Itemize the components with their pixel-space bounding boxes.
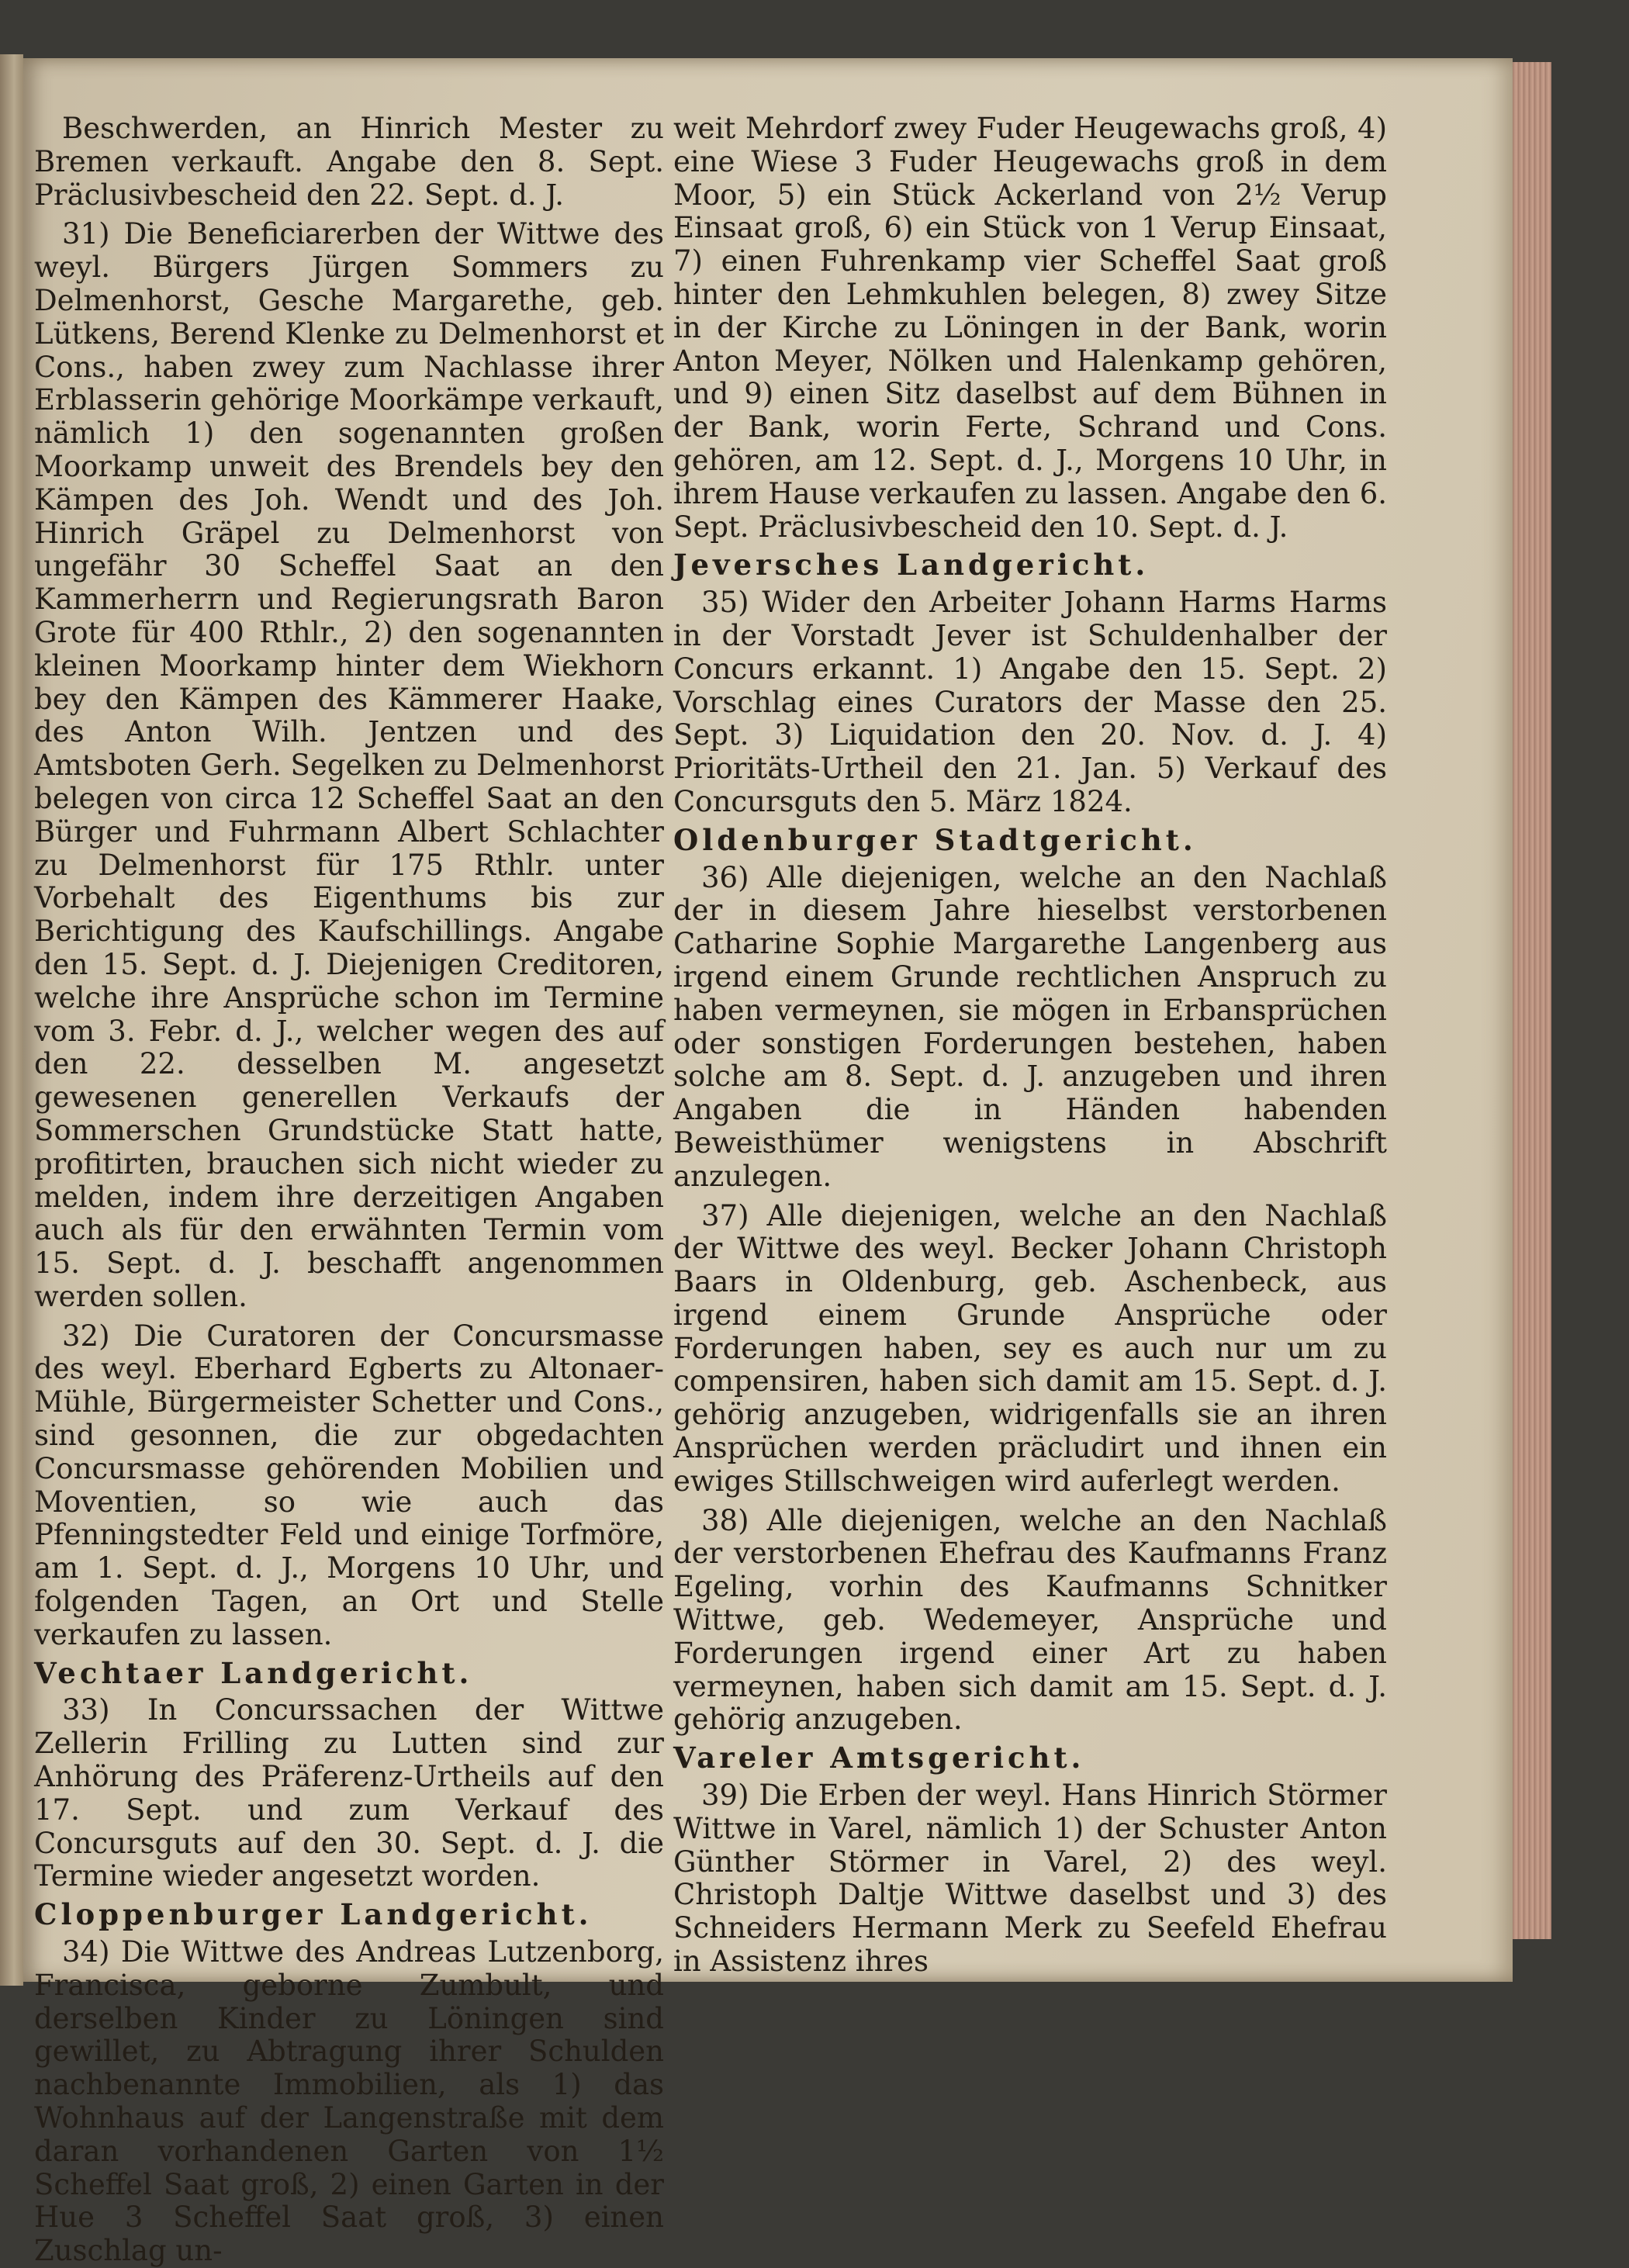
section-heading: Oldenburger Stadtgericht.: [673, 822, 1197, 857]
paragraph: weit Mehrdorf zwey Fuder Heugewachs groß, 4) eine Wiese 3 Fuder Heugewachs groß in dem Moor, 5) ein Stück Ackerland von 2½ Verup Einsaat groß, 6) ein Stück von 1 Verup Einsaat, 7) einen Fuhrenkamp vier Scheffel Saat groß hinter den Lehmkuhlen belegen, 8) zwey Sitze in der Kirche zu Löningen in der Bank, worin Anton Meyer, Nölken und Halenkamp gehören, und 9) einen Sitz daselbst auf dem Bühnen in der Bank, worin Ferte, Schrand und Cons. gehören, am 12. Sept. d. J., Morgens 10 Uhr, in ihrem Hause verkaufen zu lassen. Angabe den 6. Sept. Präclusivbescheid den 10. Sept. d. J.: [673, 112, 1387, 544]
paragraph: 33) In Concurssachen der Wittwe Zellerin Frilling zu Lutten sind zur Anhörung des Präferenz-Urtheils auf den 17. Sept. und zum Verkauf des Concursguts auf den 30. Sept. d. J. die Termine wieder angesetzt worden.: [34, 1693, 664, 1893]
section-heading: Vechtaer Landgericht.: [34, 1655, 473, 1690]
paragraph: 32) Die Curatoren der Concursmasse des weyl. Eberhard Egberts zu Altonaer-Mühle, Bürgermeister Schetter und Cons., sind gesonnen, die zur obgedachten Concursmasse gehörenden Mobilien und Moventien, so wie auch das Pfenningstedter Feld und einige Torfmöre, am 1. Sept. d. J., Morgens 10 Uhr, und folgenden Tagen, an Ort und Stelle verkaufen zu lassen.: [34, 1319, 664, 1651]
right-column: [673, 112, 1387, 1979]
paragraph: 37) Alle diejenigen, welche an den Nachlaß der Wittwe des weyl. Becker Johann Christoph Baars in Oldenburg, geb. Aschenbeck, aus irgend einem Grunde Ansprüche oder Forderungen haben, sey es auch nur um zu compensiren, haben sich damit am 15. Sept. d. J. gehörig anzugeben, widrigenfalls sie an ihren Ansprüchen werden präcludirt und ihnen ein ewiges Stillschweigen wird auferlegt werden.: [673, 1198, 1387, 1498]
paragraph: 38) Alle diejenigen, welche an den Nachlaß der verstorbenen Ehefrau des Kaufmanns Franz Egeling, vorhin des Kaufmanns Schnitker Wittwe, geb. Wedemeyer, Ansprüche und Forderungen irgend einer Art zu haben vermeynen, haben sich damit am 15. Sept. d. J. gehörig anzugeben.: [673, 1503, 1387, 1737]
previous-page-edge: [0, 54, 23, 1986]
section-heading: Vareler Amtsgericht.: [673, 1741, 1085, 1775]
paragraph: 39) Die Erben der weyl. Hans Hinrich Störmer Wittwe in Varel, nämlich 1) der Schuster Anton Günther Störmer in Varel, 2) des weyl. Christoph Daltje Wittwe daselbst und 3) des Schneiders Hermann Merk zu Seefeld Ehefrau in Assistenz ihres: [673, 1779, 1387, 1979]
section-heading: Cloppenburger Landgericht.: [34, 1897, 593, 1932]
book-page: [23, 58, 1513, 2268]
paragraph: 31) Die Beneficiarerben der Wittwe des weyl. Bürgers Jürgen Sommers zu Delmenhorst, Gesche Margarethe, geb. Lütkens, Berend Klenke zu Delmenhorst et Cons., haben zwey zum Nachlasse ihrer Erblasserin gehörige Moorkämpe verkauft, nämlich 1) den sogenannten großen Moorkamp unweit des Brendels bey den Kämpen des Joh. Wendt und des Joh. Hinrich Gräpel zu Delmenhorst von ungefähr 30 Scheffel Saat an den Kammerherrn und Regierungsrath Baron Grote für 400 Rthlr., 2) den sogenannten kleinen Moorkamp hinter dem Wiekhorn bey den Kämpen des Kämmerer Haake, des Anton Wilh. Jentzen und des Amtsboten Gerh. Segelken zu Delmenhorst belegen von circa 12 Scheffel Saat an den Bürger und Fuhrmann Albert Schlachter zu Delmenhorst für 175 Rthlr. unter Vorbehalt des Eigenthums bis zur Berichtigung des Kaufschillings. Angabe den 15. Sept. d. J. Diejenigen Creditoren, welche ihre Ansprüche schon im Termine vom 3. Febr. d. J., welcher wegen des auf den 22. desselben M. angesetzt gewesenen generellen Verkaufs der Sommerschen Grundstücke Statt hatte, profitirten, brauchen sich nicht wieder zu melden, indem ihre derzeitigen Angaben auch als für den erwähnten Termin vom 15. Sept. d. J. beschafft angenommen werden sollen.: [34, 217, 664, 1313]
left-column: [34, 112, 664, 2268]
paragraph: Beschwerden, an Hinrich Mester zu Bremen verkauft. Angabe den 8. Sept. Präclusivbescheid den 22. Sept. d. J.: [34, 112, 664, 212]
paragraph: 35) Wider den Arbeiter Johann Harms Harms in der Vorstadt Jever ist Schuldenhalber der Concurs erkannt. 1) Angabe den 15. Sept. 2) Vorschlag eines Curators der Masse den 25. Sept. 3) Liquidation den 20. Nov. d. J. 4) Prioritäts-Urtheil den 21. Jan. 5) Verkauf des Concursguts den 5. März 1824.: [673, 586, 1387, 818]
paragraph: 34) Die Wittwe des Andreas Lutzenborg, Francisca, geborne Zumbult, und derselben Kinder zu Löningen sind gewillet, zu Abtragung ihrer Schulden nachbenannte Immobilien, als 1) das Wohnhaus auf der Langenstraße mit dem daran vorhandenen Garten von 1½ Scheffel Saat groß, 2) einen Garten in der Hue 3 Scheffel Saat groß, 3) einen Zuschlag un-: [34, 1935, 664, 2268]
paragraph: 36) Alle diejenigen, welche an den Nachlaß der in diesem Jahre hieselbst verstorbenen Catharine Sophie Margarethe Langenberg aus irgend einem Grunde rechtlichen Anspruch zu haben vermeynen, sie mögen in Erbansprüchen oder sonstigen Forderungen bestehen, haben solche am 8. Sept. d. J. anzugeben und ihren Angaben die in Händen habenden Beweisthümer wenigstens in Abschrift anzulegen.: [673, 860, 1387, 1193]
section-heading: Jeversches Landgericht.: [673, 548, 1150, 583]
